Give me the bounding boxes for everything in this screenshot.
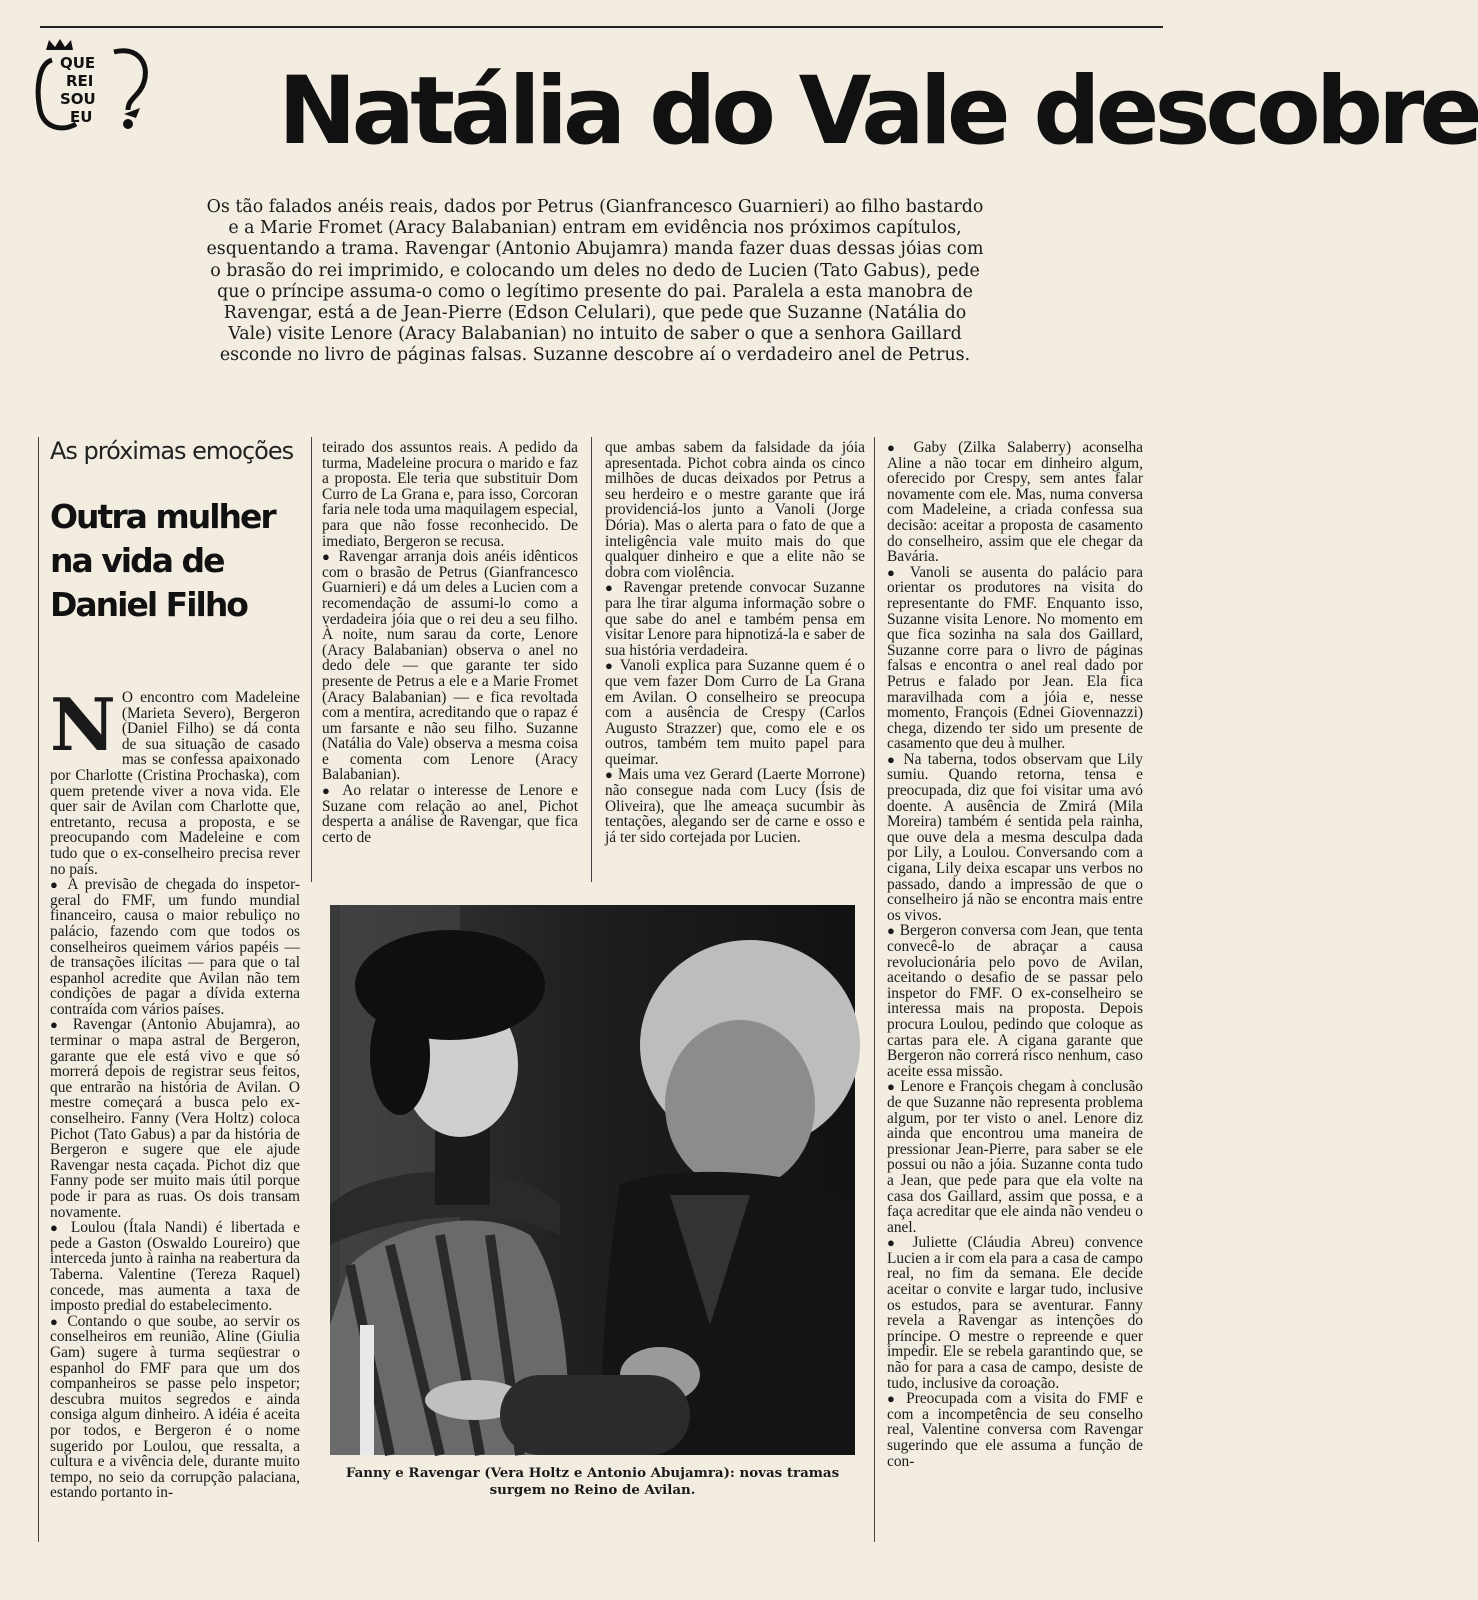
article-column-1 [50,682,301,1502]
column-rule-left [38,437,39,1542]
bullet-icon: ● [887,751,898,767]
article-paragraph: ● Gaby (Zilka Salaberry) aconselha Aline a não tocar em dinheiro algum, oferecido por Crespy, sem antes falar novamente com ele. Mas, numa conversa com Madeleine, a criada confessa sua decisão: aceitar a proposta de casamento do conselheiro, assim que ele chegar da Bavária. [887,439,1143,566]
section-title-line: Daniel Filho [50,585,247,624]
article-paragraph: ● Ao relatar o interesse de Lenore e Suzane com relação ao anel, Pichot desperta a análise de Ravengar, que fica certo de [322,782,579,846]
drop-cap: N [50,682,116,767]
article-paragraph: ● Ravengar arranja dois anéis idênticos com o brasão de Petrus (Gianfrancesco Guarnieri) e dá um deles a Lucien com a recomendação de assumi-lo como a verdadeira jóia que o rei deu a seu filho. À noite, num sarau da corte, Lenore (Aracy Balabanian) observa o anel no dedo dele — que garante ter sido presente de Petrus a ele e a Marie Fromet (Aracy Balabanian) — e fica revoltada com a mentira, acreditando que o rapaz é um farsante e não seu filho. Suzanne (Natália do Vale) observa a mesma coisa e comenta com Lenore (Aracy Balabanian). [322,548,578,784]
bullet-icon: ● [605,658,615,674]
column-rule-1 [311,437,312,882]
section-title-line: na vida de [50,541,224,580]
article-paragraph: N O encontro com Madeleine (Marieta Severo), Bergeron (Daniel Filho) se dá conta de sua situação de casado mas se confessa apaixonado por Charlotte (Cristina Prochaska), com quem pretende viver a nova vida. Ele quer sair de Avilan com Charlotte que, entretanto, recusa a proposta, e se preocupando com Madeleine e com tudo que o ex-conselheiro precisa rever no país. [50,682,300,878]
article-column-3 [605,440,865,845]
bullet-icon: ● [322,783,335,799]
scene-photo [330,905,855,1455]
article-paragraph: que ambas sabem da falsidade da jóia apresentada. Pichot cobra ainda os cinco milhões de ducas deixados por Petrus a seu herdeiro e o mestre garante que irá providenciá-los junto a Vanoli (Jorge Dória). Mas o alerta para o fato de que a inteligência vale muito mais do que qualquer dinheiro e que a elite não se dobra com violência. [605,439,865,581]
article-paragraph: ● Vanoli explica para Suzanne quem é o que vem fazer Dom Curro de La Grana em Avilan. O conselheiro se preocupa com a ausência de Crespy (Carlos Augusto Strazzer) que, como ele e os outros, também tem muito papel para queimar. [605,657,865,768]
article-paragraph: ● Preocupada com a visita do FMF e com a incompetência de seu conselho real, Valentine conversa com Ravengar sugerindo que ele assuma a função de con- [887,1390,1143,1470]
bullet-icon: ● [887,1235,902,1251]
que-rei-sou-eu-logo [36,38,154,134]
article-paragraph: ● Mais uma vez Gerard (Laerte Morrone) não consegue nada com Lucy (Ísis de Oliveira), que lhe ameaça sucumbir às tentações, alegando ser de carne e osso e já ter sido cortejada por Lucien. [605,766,865,846]
lead-text: Os tão falados anéis reais, dados por Petrus (Gianfrancesco Guarnieri) ao filho bastardo e a Marie Fromet (Aracy Balabanian) entram em evidência nos próximos capítulos, esquentando a trama. Ravengar (Antonio Abujamra) manda fazer duas dessas jóias com o brasão do rei imprimido, e colocando um deles no dedo de Lucien (Tato Gabus), pede que o príncipe assuma-o como o legítimo presente do pai. Paralela a esta manobra de Ravengar, está a de Jean-Pierre (Edson Celulari), que pede que Suzanne (Natália do Vale) visite Lenore (Aracy Balabanian) no intuito de saber o que a senhora Gaillard esconde no livro de páginas falsas. Suzanne descobre aí o verdadeiro anel de Petrus. [206,197,984,366]
bullet-icon: ● [50,877,62,893]
bullet-icon: ● [887,923,896,939]
article-column-2 [322,440,578,845]
article-paragraph: ● Juliette (Cláudia Abreu) convence Lucien a ir com ela para a casa de campo real, no fim da semana. Ele decide aceitar o convite e largar tudo, inclusive os estudos, para se aventurar. Fanny revela a Ravengar as intenções do príncipe. O mestre o repreende e quer impedir. Ele se rebela garantindo que, se não for para a casa de campo, desiste de tudo, inclusive da coroação. [887,1234,1143,1392]
bullet-icon: ● [887,440,903,455]
logo-word-1: QUE [60,54,96,72]
bullet-icon: ● [50,1017,64,1033]
bullet-icon: ● [605,767,614,783]
headline: Natália do Vale descobre [278,57,1478,166]
article-paragraph: ● Na taberna, todos observam que Lily sumiu. Quando retorna, tensa e preocupada, diz que foi visitar uma avó doente. A ausência de Zmirá (Mila Moreira) também é sentida pela rainha, que ouve dela a mesma desculpa dada por Lily, a Loulou. Conversando com a cigana, Lily deixa escapar uns verbos no passado, dando a impressão de que o conselheiro já não se encontra mais entre os vivos. [887,750,1143,924]
column-rule-3 [874,437,875,1542]
bullet-icon: ● [322,549,333,565]
column-rule-2 [591,437,592,882]
article-paragraph: ● Contando o que soube, ao servir os conselheiros em reunião, Aline (Giulia Gam) sugere à turma seqüestrar o espanhol do FMF para que um dos companheiros se passe pelo inspetor; descubra muitos segredos e ainda consiga algum dinheiro. A idéia é aceita por todos, e Bergeron é o nome sugerido por Loulou, que ressalta, a cultura e a vivência dele, durante muito tempo, no seio da corrupção palaciana, estando portanto in- [50,1312,300,1502]
bullet-icon: ● [605,580,617,596]
top-rule [40,26,1163,28]
bullet-icon: ● [887,1391,899,1407]
article-paragraph: ● Ravengar (Antonio Abujamra), ao terminar o mapa astral de Bergeron, garante que ele está vivo e que só morrerá depois de registrar seus feitos, que entrarão na história de Avilan. O mestre começará a busca pelo ex-conselheiro. Fanny (Vera Holtz) coloca Pichot (Tato Gabus) a par da história de Bergeron e sugere que ele ajude Ravengar nesta caçada. Pichot diz que Fanny pode ser muito mais útil porque pode ir para as ruas. Os dois transam novamente. [50,1016,300,1221]
article-paragraph: ● A previsão de chegada do inspetor-geral do FMF, um fundo mundial financeiro, causa o maior rebuliço no palácio, fazendo com que todos os conselheiros queimem vários papéis — de transações ilícitas — para que o tal espanhol acredite que Avilan não tem condições de pagar a dívida externa contraída com vários países. [50,876,301,1018]
logo-word-4: EU [70,108,93,126]
bullet-icon: ● [50,1220,63,1236]
section-label: As próximas emoções [50,437,294,465]
article-paragraph: ● Vanoli se ausenta do palácio para orientar os produtores na visita do representante do FMF. Enquanto isso, Suzanne visita Lenore. No momento em que fica sozinha na sala dos Gaillard, Suzanne corre para o livro de páginas falsas e encontra o anel real dado por Petrus e falado por Jean. Ela fica maravilhada com a jóia e, nesse momento, François (Ednei Giovennazzi) chega, dizendo ter sido um presente de casamento que deu à mulher. [887,563,1143,753]
bullet-icon: ● [50,1313,61,1329]
lead-paragraph [205,197,985,367]
section-title-line: Outra mulher [50,497,275,536]
article-paragraph: teirado dos assuntos reais. A pedido da turma, Madeleine procura o marido e faz a proposta. Ele teria que substituir Dom Curro de La Grana e, para isso, Corcoran faria nele toda uma maquilagem especial, para que não fosse reconhecido. De imediato, Bergeron se recusa. [322,439,578,550]
bullet-icon: ● [887,564,901,580]
photo-caption: Fanny e Ravengar (Vera Holtz e Antonio Abujamra): novas tramas surgem no Reino de Avilan. [345,1465,840,1498]
article-column-4 [887,440,1143,1469]
bullet-icon: ● [887,1079,896,1095]
article-paragraph: ● Loulou (Ítala Nandi) é libertada e pede a Gaston (Oswaldo Loureiro) que interceda junto à rainha na reabertura da Taberna. Valentine (Tereza Raquel) concede, mas aumenta a taxa de imposto predial do estabelecimento. [50,1219,300,1315]
article-paragraph: ● Ravengar pretende convocar Suzanne para lhe tirar alguma informação sobre o que sabe do anel e também pensa em visitar Lenore para hipnotizá-la e saber de sua história verdadeira. [605,579,865,659]
article-paragraph: ● Bergeron conversa com Jean, que tenta convecê-lo de abraçar a causa revolucionária pelo povo de Avilan, aceitando o desafio de se passar pelo inspetor do FMF. O ex-conselheiro se interessa mais na proposta. Depois procura Loulou, pedindo que coloque as cartas para ele. A cigana garante que Bergeron não correrá risco nenhum, caso aceite essa missão. [887,922,1143,1080]
section-title [50,495,300,627]
logo-word-3: SOU [60,90,96,108]
logo-word-2: REI [66,72,94,90]
article-paragraph: ● Lenore e François chegam à conclusão de que Suzanne não representa problema algum, por ter visto o anel. Lenore diz ainda que encontrou uma maneira de pressionar Jean-Pierre, para saber se ele possui ou não a jóia. Suzanne conta tudo a Jean, que pede para que ela volte na casa dos Gaillard, assim que possa, e a faça acreditar que ele ainda não vendeu o anel. [887,1078,1143,1236]
